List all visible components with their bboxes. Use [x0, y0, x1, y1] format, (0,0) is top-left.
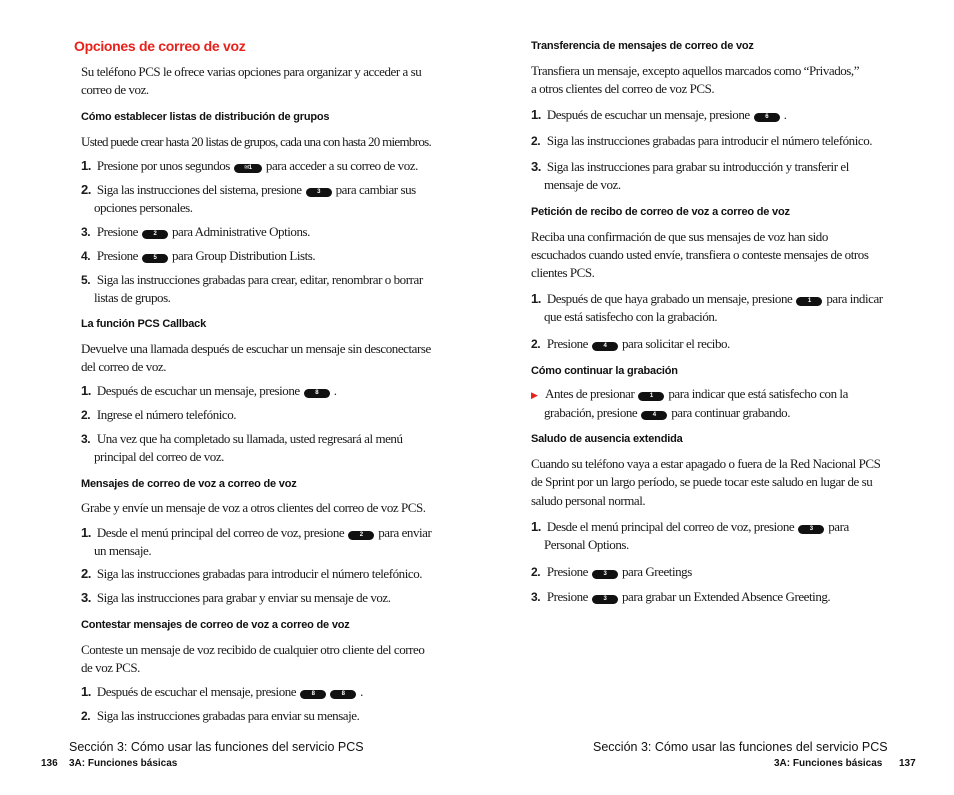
list-item: [531, 563, 692, 581]
item-text: Personal Options.: [544, 537, 629, 552]
item-text: para grabar un Extended Absence Greeting.: [621, 589, 831, 604]
section-text: Grabe y envíe un mensaje de voz a otros clientes del correo de voz PCS.: [81, 500, 426, 515]
section-text: Transfiera un mensaje, excepto aquellos marcados como “Privados,”: [531, 63, 860, 78]
list-item: [81, 589, 391, 607]
section-text: Usted puede crear hasta 20 listas de grupos, cada una con hasta 20 miembros.: [81, 134, 432, 149]
section-heading: Transferencia de mensajes de correo de voz: [531, 40, 754, 52]
item-text: Desde el menú principal del correo de voz, presione: [546, 519, 795, 534]
list-item: [81, 271, 423, 307]
list-item: [81, 406, 236, 424]
item-text: para: [828, 519, 849, 534]
list-item: [531, 132, 872, 150]
list-number: 2.: [531, 565, 541, 579]
list-number: 2.: [81, 182, 91, 197]
bullet-continuation: [531, 404, 848, 422]
list-item: [81, 181, 416, 217]
list-number: 1.: [531, 519, 541, 534]
item-text: para Group Distribution Lists.: [171, 248, 316, 263]
list-item: [81, 683, 363, 701]
list-number: 1.: [531, 107, 541, 122]
list-item: [81, 707, 359, 725]
item-text: Siga las instrucciones grabadas para enviar su mensaje.: [96, 708, 360, 723]
key-8-icon: 8: [330, 690, 356, 699]
list-number: 1.: [81, 383, 91, 398]
item-text: para Administrative Options.: [171, 224, 310, 239]
key-4-icon: 4: [641, 411, 667, 420]
envelope-key-icon: ✉1: [234, 164, 262, 173]
section-text: Conteste un mensaje de voz recibido de cualquier otro cliente del correo: [81, 642, 425, 657]
list-item: [81, 430, 403, 466]
item-text: .: [360, 684, 363, 699]
list-number: 2.: [81, 709, 91, 723]
list-item: [531, 106, 787, 124]
key-6-icon: 6: [754, 113, 780, 122]
list-number: 3.: [81, 225, 91, 239]
key-2-icon: 2: [142, 230, 168, 239]
item-text: Presione: [546, 564, 588, 579]
item-text: para indicar: [826, 291, 883, 306]
key-4-icon: 4: [592, 342, 618, 351]
item-text: Presione: [546, 336, 588, 351]
item-text: mensaje de voz.: [544, 177, 621, 192]
item-text: un mensaje.: [94, 543, 152, 558]
list-item: [81, 524, 431, 560]
section-heading: Cómo continuar la grabación: [531, 365, 678, 377]
item-text: Después de escuchar un mensaje, presione: [96, 383, 300, 398]
footer-subtitle: 3A: Funciones básicas: [69, 758, 178, 769]
key-1-icon: 1: [638, 392, 664, 401]
page-title: Opciones de correo de voz: [74, 38, 246, 54]
list-number: 2.: [531, 134, 541, 148]
list-number: 1.: [531, 291, 541, 306]
footer-subtitle: 3A: Funciones básicas: [774, 758, 883, 769]
list-item: [81, 565, 422, 583]
item-text: para indicar que está satisfecho con la: [668, 386, 848, 401]
intro-line: Su teléfono PCS le ofrece varias opciones para organizar y acceder a su: [81, 64, 422, 79]
item-text: Presione: [546, 589, 588, 604]
section-text: Cuando su teléfono vaya a estar apagado o fuera de la Red Nacional PCS: [531, 456, 881, 471]
list-number: 2.: [81, 566, 91, 581]
list-number: 2.: [81, 408, 91, 422]
key-1-icon: 1: [796, 297, 822, 306]
key-3-icon: 3: [798, 525, 824, 534]
key-5-icon: 5: [142, 254, 168, 263]
intro-line: correo de voz.: [81, 82, 149, 97]
item-text: Presione por unos segundos: [96, 158, 230, 173]
section-text: Devuelve una llamada después de escuchar un mensaje sin desconectarse: [81, 341, 431, 356]
key-3-icon: 3: [306, 188, 332, 197]
item-text: Después de escuchar el mensaje, presione: [96, 684, 297, 699]
list-item: [81, 223, 310, 241]
item-text: Siga las instrucciones del sistema, presione: [96, 182, 302, 197]
item-text: Siga las instrucciones grabadas para introducir el número telefónico.: [96, 566, 423, 581]
item-text: para solicitar el recibo.: [621, 336, 730, 351]
item-text: grabación, presione: [544, 405, 638, 420]
item-text: para acceder a su correo de voz.: [265, 158, 418, 173]
item-text: para cambiar sus: [335, 182, 416, 197]
list-number: 5.: [81, 273, 91, 287]
section-text: del correo de voz.: [81, 359, 167, 374]
item-text: Siga las instrucciones grabadas para introducir el número telefónico.: [546, 133, 873, 148]
list-item: [81, 157, 418, 175]
item-text: Desde el menú principal del correo de voz, presione: [96, 525, 345, 540]
section-text: de voz PCS.: [81, 660, 140, 675]
section-text: Reciba una confirmación de que sus mensajes de voz han sido: [531, 229, 828, 244]
list-item: [81, 382, 337, 400]
item-text: Después de que haya grabado un mensaje, presione: [546, 291, 793, 306]
section-text: de Sprint por un largo período, se puede tocar este saludo en lugar de su: [531, 474, 873, 489]
list-item: [531, 290, 883, 326]
list-number: 3.: [531, 590, 541, 604]
list-number: 3.: [81, 590, 91, 605]
list-number: 3.: [531, 159, 541, 174]
item-text: .: [783, 107, 787, 122]
list-item: [81, 247, 315, 265]
triangle-bullet-icon: ▶: [531, 390, 538, 400]
item-text: Siga las instrucciones para grabar y enviar su mensaje de voz.: [96, 590, 391, 605]
item-text: Presione: [96, 224, 138, 239]
key-2-icon: 2: [348, 531, 374, 540]
list-item: [531, 588, 830, 606]
list-number: 1.: [81, 158, 91, 173]
item-text: principal del correo de voz.: [94, 449, 224, 464]
item-text: .: [333, 383, 337, 398]
item-text: para Greetings: [621, 564, 692, 579]
section-heading: Petición de recibo de correo de voz a correo de voz: [531, 206, 790, 218]
list-item: [531, 518, 849, 554]
section-text: saludo personal normal.: [531, 493, 646, 508]
item-text: Siga las instrucciones para grabar su introducción y transferir el: [546, 159, 849, 174]
key-8-icon: 8: [304, 389, 330, 398]
item-text: Una vez que ha completado su llamada, usted regresará al menú: [96, 431, 403, 446]
key-3-icon: 3: [592, 570, 618, 579]
item-text: Después de escuchar un mensaje, presione: [546, 107, 750, 122]
item-text: para enviar: [378, 525, 432, 540]
list-number: 1.: [81, 525, 91, 540]
key-3-icon: 3: [592, 595, 618, 604]
item-text: Ingrese el número telefónico.: [96, 407, 237, 422]
key-8-icon: 8: [300, 690, 326, 699]
section-heading: Mensajes de correo de voz a correo de voz: [81, 478, 297, 490]
item-text: Siga las instrucciones grabadas para crear, editar, renombrar o borrar: [96, 272, 423, 287]
page-number: 137: [899, 758, 916, 769]
footer-title: Sección 3: Cómo usar las funciones del servicio PCS: [593, 740, 888, 754]
list-number: 4.: [81, 249, 91, 263]
list-number: 2.: [531, 337, 541, 351]
list-number: 3.: [81, 432, 91, 446]
item-text: que está satisfecho con la grabación.: [544, 309, 718, 324]
section-heading: Contestar mensajes de correo de voz a correo de voz: [81, 619, 350, 631]
item-text: para continuar grabando.: [671, 405, 791, 420]
page-number: 136: [41, 758, 58, 769]
list-item: [531, 158, 849, 194]
section-text: escuchados cuando usted envíe, transfiera o conteste mensajes de otros: [531, 247, 869, 262]
section-heading: Saludo de ausencia extendida: [531, 433, 683, 445]
list-number: 1.: [81, 684, 91, 699]
bullet-item: [531, 385, 848, 422]
list-item: [531, 335, 730, 353]
item-text: Antes de presionar: [545, 386, 635, 401]
section-text: a otros clientes del correo de voz PCS.: [531, 81, 715, 96]
footer-title: Sección 3: Cómo usar las funciones del servicio PCS: [69, 740, 364, 754]
item-text: Presione: [96, 248, 138, 263]
item-text: opciones personales.: [94, 200, 193, 215]
section-text: clientes PCS.: [531, 265, 595, 280]
section-heading: La función PCS Callback: [81, 318, 206, 330]
section-heading: Cómo establecer listas de distribución de grupos: [81, 111, 330, 123]
item-text: listas de grupos.: [94, 290, 171, 305]
